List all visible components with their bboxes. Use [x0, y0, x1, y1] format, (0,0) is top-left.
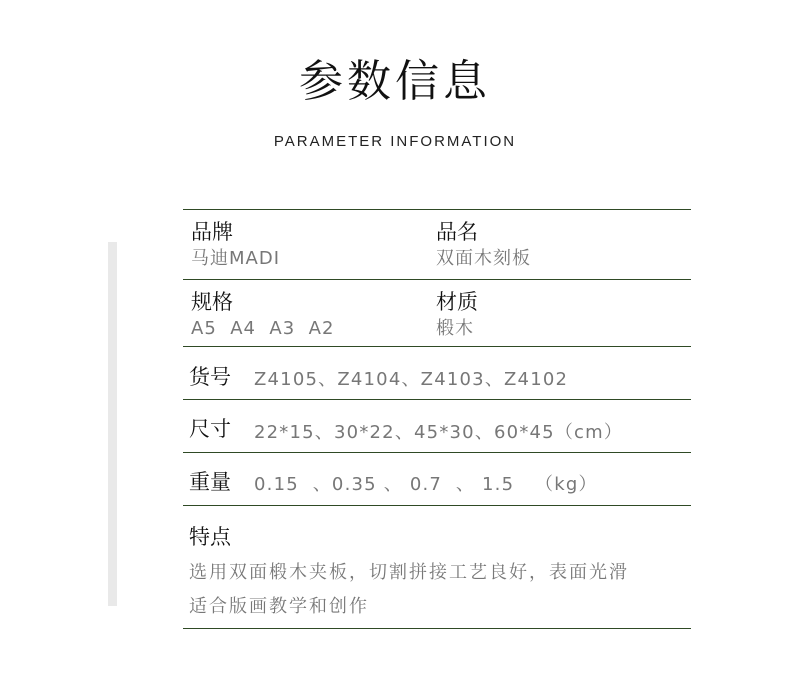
- brand-label: 品牌: [191, 220, 233, 244]
- name-label: 品名: [436, 220, 478, 244]
- weight-value: 0.15 、0.35 、 0.7 、 1.5 （kg）: [254, 474, 598, 495]
- feature-label: 特点: [189, 525, 231, 549]
- side-bar: [108, 242, 117, 606]
- weight-label: 重量: [189, 470, 231, 494]
- divider: [183, 399, 691, 400]
- item-number-label: 货号: [189, 365, 231, 389]
- size-value: 22*15、30*22、45*30、60*45（cm）: [254, 422, 624, 443]
- divider: [183, 209, 691, 210]
- spec-value: A5 A4 A3 A2: [191, 318, 335, 339]
- divider: [183, 452, 691, 453]
- material-value: 椴木: [436, 318, 474, 339]
- divider: [183, 279, 691, 280]
- material-label: 材质: [436, 290, 478, 314]
- item-number-value: Z4105、Z4104、Z4103、Z4102: [254, 369, 569, 390]
- name-value: 双面木刻板: [436, 248, 531, 269]
- page-title: 参数信息: [299, 56, 491, 107]
- divider: [183, 505, 691, 506]
- brand-value: 马迪MADI: [191, 248, 281, 269]
- divider: [183, 628, 691, 629]
- divider: [183, 346, 691, 347]
- spec-label: 规格: [191, 290, 233, 314]
- feature-line: 选用双面椴木夹板，切割拼接工艺良好，表面光滑: [189, 562, 629, 583]
- feature-line: 适合版画教学和创作: [189, 596, 369, 617]
- page-subtitle: PARAMETER INFORMATION: [273, 133, 517, 150]
- size-label: 尺寸: [189, 417, 231, 441]
